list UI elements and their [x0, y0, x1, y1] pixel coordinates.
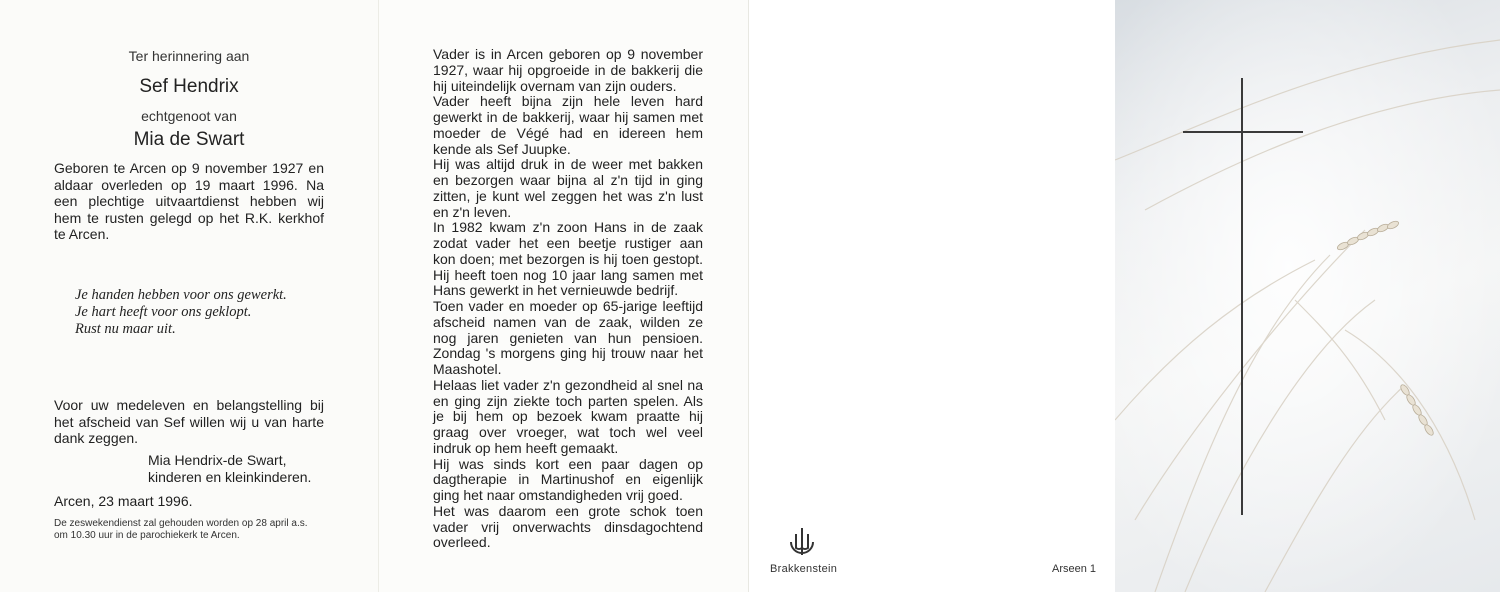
- card-front-panel: [0, 0, 378, 592]
- story-paragraph: Vader heeft bijna zijn hele leven hard gewerkt in de bakkerij, waar hij samen met moeder de Végé had en idereen hem kende als Sef Juupke.: [433, 93, 703, 157]
- service-note: De zeswekendienst zal gehouden worden op 28 april a.s. om 10.30 uur in de parochiekerk te Arcen.: [54, 518, 308, 541]
- thanks-text: Voor uw medeleven en belangstelling bij het afscheid van Sef willen wij u van harte dank zeggen.: [54, 397, 324, 446]
- back-panel: [748, 0, 1115, 592]
- deceased-name: Sef Hendrix: [139, 76, 239, 97]
- poem-line: Je hart heeft voor ons geklopt.: [75, 304, 252, 320]
- story-panel: [378, 0, 748, 592]
- cover-panel: [1115, 0, 1500, 592]
- cover-artwork: [1115, 0, 1500, 592]
- spouse-name: Mia de Swart: [133, 129, 245, 150]
- spouse-of-label: echtgenoot van: [141, 108, 237, 124]
- in-memory-label: Ter herinnering aan: [128, 48, 250, 64]
- place-date: Arcen, 23 maart 1996.: [54, 493, 193, 509]
- bio-text: Geboren te Arcen op 9 november 1927 en aldaar overleden op 19 maart 1996. Na een plechtige uitvaartdienst hebben wij hem te rusten gelegd op het R.K. kerkhof te Arcen.: [54, 160, 324, 242]
- poem-line: Je handen hebben voor ons gewerkt.: [75, 287, 287, 303]
- story-paragraph: Hij was altijd druk in de weer met bakken en bezorgen waar bijna al z'n tijd in ging zitten, je kunt wel zeggen het was z'n lust en z'n leven.: [433, 156, 703, 220]
- story-paragraph: Vader is in Arcen geboren op 9 november 1927, waar hij opgroeide in de bakkerij die hij uiteindelijk overnam van zijn ouders.: [433, 46, 703, 94]
- signed-line: kinderen en kleinkinderen.: [148, 468, 312, 485]
- story-paragraph: Hij was sinds kort een paar dagen op dagtherapie in Martinushof en eigenlijk ging het naar omstandigheden vrij goed.: [433, 455, 703, 503]
- brakkenstein-logo-icon: [786, 526, 818, 558]
- publisher-name: Brakkenstein: [770, 563, 838, 575]
- story-paragraph: In 1982 kwam z'n zoon Hans in de zaak zodat vader het een beetje rustiger aan kon doen; met bezorgen is hij toen gestopt. Hij heeft toen nog 10 jaar lang samen met Hans gewerkt in het vernieuwde bedrijf.: [433, 219, 703, 299]
- story-paragraph: Helaas liet vader z'n gezondheid al snel na en ging zijn ziekte toch parten spelen. Als je bij hem op bezoek kwam praatte hij graag over vroeger, wat toch wel veel indruk op hem heeft gemaakt.: [433, 376, 703, 456]
- story-paragraph: Toen vader en moeder op 65-jarige leeftijd afscheid namen van de zaak, wilden ze nog jaren genieten van hun pensioen. Zondag 's morgens ging hij trouw naar het Maashotel.: [433, 298, 703, 377]
- signature-block: [148, 452, 311, 485]
- life-story: [433, 47, 703, 551]
- card-code: Arseen 1: [1052, 563, 1097, 575]
- poem-line: Rust nu maar uit.: [75, 321, 176, 337]
- story-paragraph: Het was daarom een grote schok toen vader vrij onverwachts dinsdagochtend overleed.: [433, 502, 703, 551]
- poem: [75, 287, 287, 338]
- signed-line: Mia Hendrix-de Swart,: [148, 452, 287, 468]
